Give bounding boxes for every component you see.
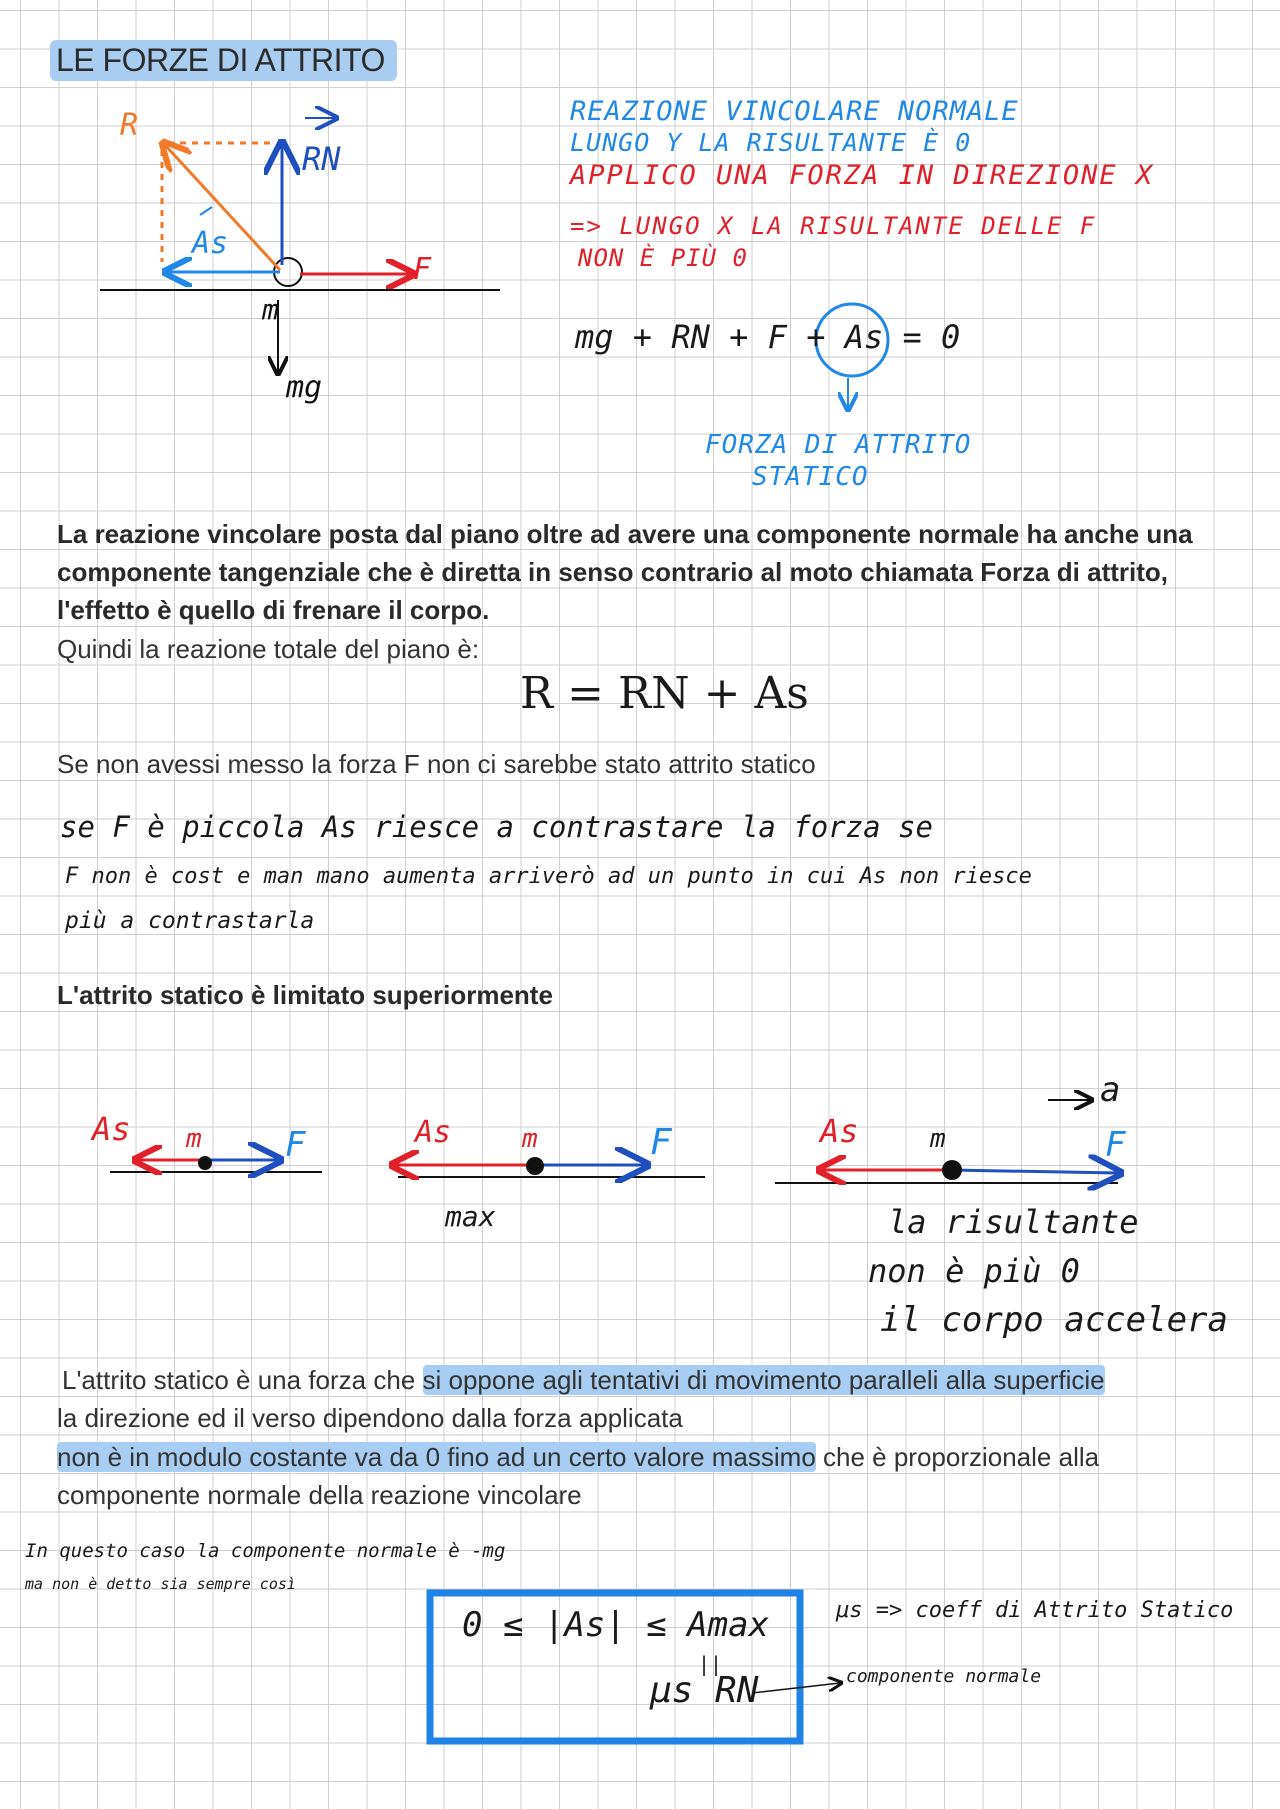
label-mg: mg (286, 370, 323, 405)
circled-label-1: FORZA DI ATTRITO (705, 430, 972, 460)
label-RN: RN (302, 140, 341, 178)
para1-line1: La reazione vincolare posta dal piano oltre ad avere una componente normale ha anche una (57, 519, 1193, 549)
side-note-1: μs => coeff di Attrito Statico (836, 1598, 1234, 1623)
box-eq: || (698, 1652, 723, 1676)
d1-F: F (285, 1125, 306, 1165)
bottom-p3 (57, 1438, 1099, 1476)
formula-R: R = RN + As (520, 668, 809, 719)
d3-note3: il corpo accelera (880, 1300, 1228, 1340)
d3-F: F (1105, 1125, 1126, 1165)
hand-a: In questo caso la componente normale è -mg (25, 1540, 506, 1562)
d2-max: max (445, 1200, 496, 1233)
heading-limit: L'attrito statico è limitato superiormente (57, 980, 553, 1010)
hand-line1: se F è piccola As riesce a contrastare la forza se (60, 810, 933, 844)
d3-note1: la risultante (888, 1203, 1139, 1241)
hand-line3: più a contrastarla (65, 908, 315, 934)
note-line2: LUNGO Y LA RISULTANTE È 0 (570, 128, 972, 157)
label-As: As (192, 226, 229, 261)
para3: Se non avessi messo la forza F non ci sarebbe stato attrito statico (57, 749, 816, 779)
para1-line2: componente tangenziale che è diretta in senso contrario al moto chiamata Forza di attrito, (57, 557, 1168, 587)
d3-m: m (930, 1124, 946, 1154)
hand-b: ma non è detto sia sempre così (25, 1575, 296, 1593)
para1-line3: l'effetto è quello di frenare il corpo. (57, 595, 490, 625)
bottom-p3-rest: che è proporzionale alla (815, 1442, 1100, 1472)
note-line3: APPLICO UNA FORZA IN DIREZIONE X (570, 160, 1155, 191)
equation-top: mg + RN + F + As = 0 (575, 318, 961, 356)
d2-F: F (650, 1122, 672, 1163)
label-m: m (262, 293, 279, 326)
d3-As: As (820, 1112, 859, 1150)
d1-m: m (186, 1124, 202, 1154)
d3-note2: non è più 0 (868, 1252, 1080, 1290)
label-R: R (120, 108, 139, 143)
box-line2: μs RN (650, 1670, 759, 1711)
note-line5: NON È PIÙ 0 (578, 244, 748, 272)
hand-line2: F non è cost e man mano aumenta arriverò ad un punto in cui As non riesce (65, 864, 1032, 889)
box-line1: 0 ≤ |As| ≤ Amax (462, 1605, 770, 1645)
bottom-p3-highlight: non è in modulo costante va da 0 fino ad un certo valore massimo (57, 1442, 816, 1472)
bottom-p1 (62, 1361, 1105, 1399)
d1-As: As (92, 1110, 131, 1148)
d3-a: a (1100, 1070, 1121, 1110)
side-note-2: componente normale (846, 1666, 1042, 1687)
note-line4: => LUNGO X LA RISULTANTE DELLE F (570, 212, 1097, 240)
d2-As: As (415, 1115, 452, 1150)
para2: Quindi la reazione totale del piano è: (57, 634, 480, 664)
note-line1: REAZIONE VINCOLARE NORMALE (570, 96, 1019, 127)
circled-label-2: STATICO (752, 462, 869, 492)
bottom-p1-highlight: si oppone agli tentativi di movimento paralleli alla superficie (422, 1365, 1105, 1395)
bottom-p2: la direzione ed il verso dipendono dalla forza applicata (57, 1403, 683, 1433)
d2-m: m (522, 1124, 538, 1154)
bottom-p1-plain: L'attrito statico è una forza che (62, 1365, 423, 1395)
label-F: F (413, 252, 432, 287)
bottom-p4: componente normale della reazione vincolare (57, 1480, 582, 1510)
page-title: LE FORZE DI ATTRITO (50, 40, 397, 81)
